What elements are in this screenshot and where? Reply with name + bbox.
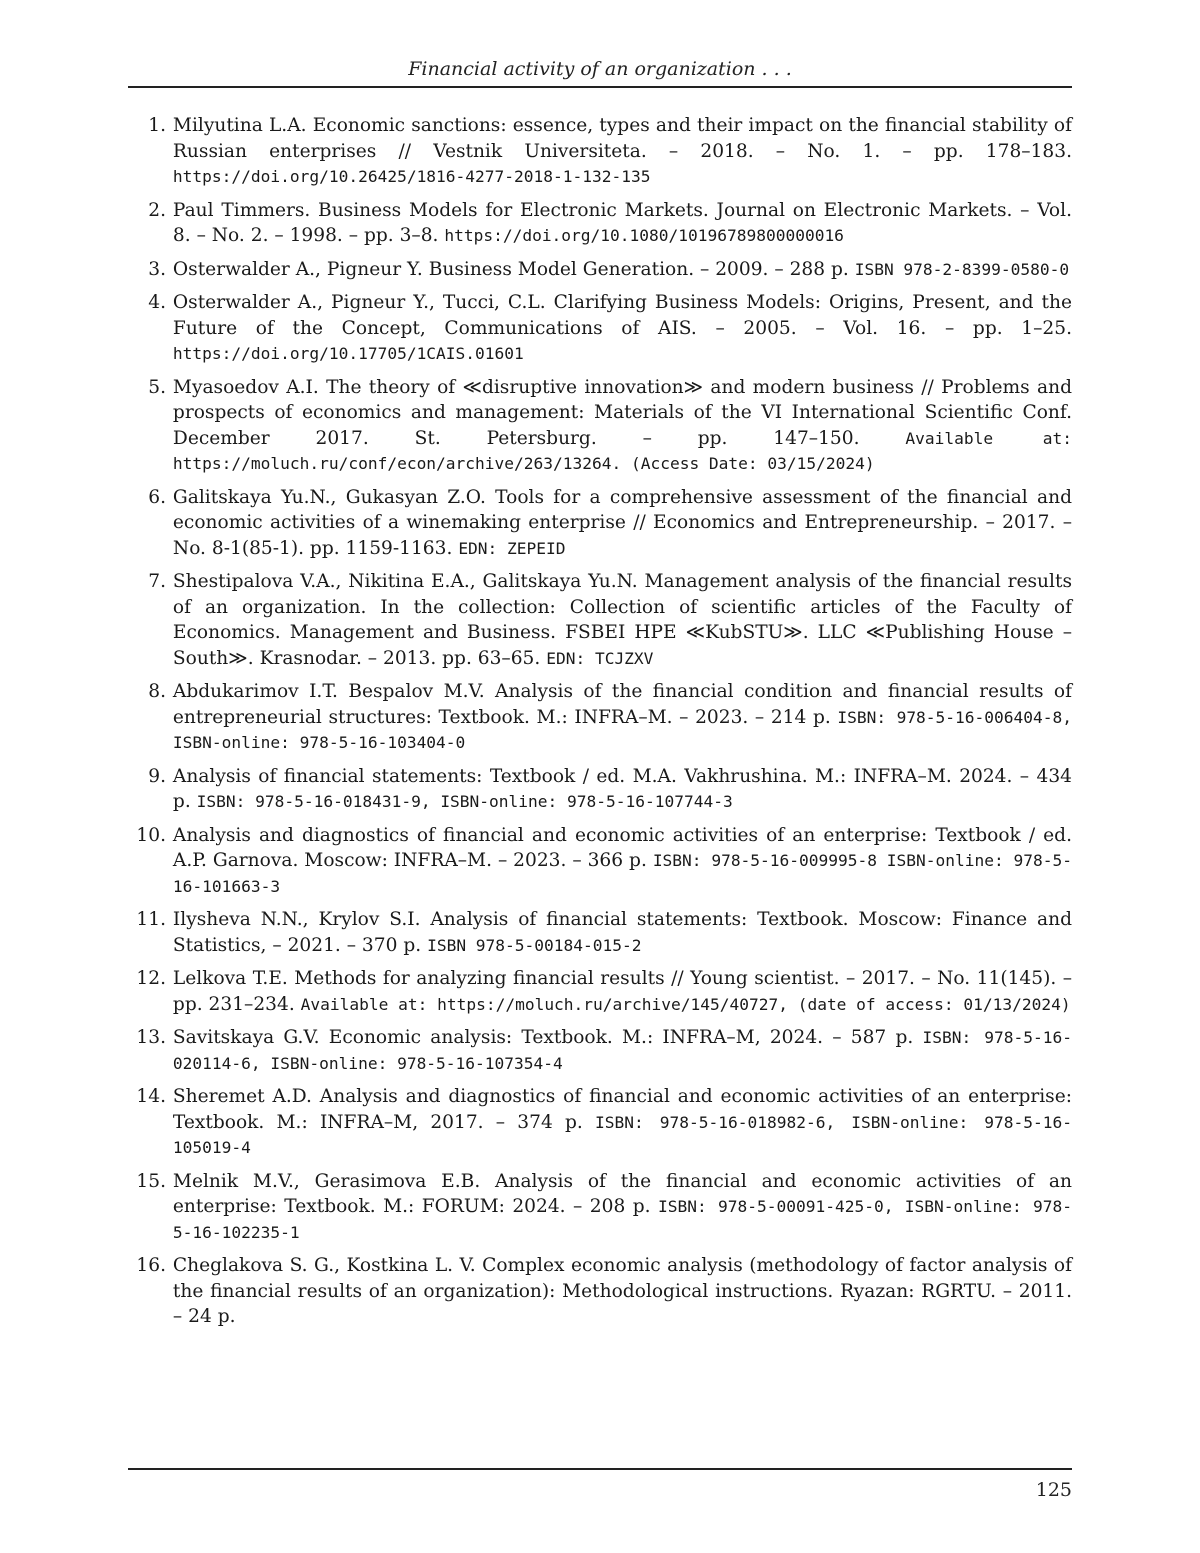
reference-item xyxy=(120,679,1072,756)
reference-identifier: Available at: https://moluch.ru/conf/econ/archive/263/13264. (Access Date: 03/15/2024) xyxy=(172,428,1072,473)
reference-item xyxy=(120,1169,1072,1246)
reference-identifier: https://doi.org/10.26425/1816-4277-2018-1-132-135 xyxy=(172,167,651,186)
reference-number: 15. xyxy=(136,1170,166,1192)
reference-item xyxy=(120,907,1072,958)
reference-text: Melnik M.V., Gerasimova E.B. Analysis of the financial and economic activities of an enterprise: Textbook. M.: FORUM: 2024. – 208 p. xyxy=(172,1170,1072,1217)
reference-number: 6. xyxy=(148,486,166,508)
reference-body xyxy=(172,1169,1072,1246)
reference-identifier: ISBN: 978-5-16-018982-6, ISBN-online: 978-5-16-105019-4 xyxy=(172,1112,1072,1157)
reference-body xyxy=(172,257,1072,283)
reference-body xyxy=(172,569,1072,671)
reference-text: Abdukarimov I.T. Bespalov M.V. Analysis of the financial condition and financial results of entrepreneurial structures: Textbook. M.: INFRA–M. – 2023. – 214 p. xyxy=(172,681,1072,728)
reference-text: Milyutina L.A. Economic sanctions: essence, types and their impact on the financial stability of Russian enterprises // Vestnik Universiteta. – 2018. – No. 1. – pp. 178–183. xyxy=(172,115,1072,162)
header-rule xyxy=(128,86,1072,88)
reference-item xyxy=(120,1025,1072,1076)
reference-body xyxy=(172,823,1072,900)
reference-number: 12. xyxy=(136,968,166,989)
reference-identifier: https://doi.org/10.17705/1CAIS.01601 xyxy=(172,344,524,363)
reference-identifier: https://doi.org/10.1080/10196789800000016 xyxy=(444,226,844,245)
reference-body xyxy=(172,485,1072,562)
reference-item xyxy=(120,823,1072,900)
reference-text: Osterwalder A., Pigneur Y., Tucci, C.L. Clarifying Business Models: Origins, Present, and the Future of the Concept, Communications of AIS. – 2005. – Vol. 16. – pp. 1–25. xyxy=(172,292,1072,339)
page-number: 125 xyxy=(1035,1479,1072,1501)
reference-text: Analysis of financial statements: Textbook / ed. M.A. Vakhrushina. M.: INFRA–M. 2024. – 434 p. xyxy=(172,765,1072,812)
reference-body xyxy=(172,679,1072,756)
reference-number: 13. xyxy=(136,1027,166,1048)
reference-text: Myasoedov A.I. The theory of ≪disruptive innovation≫ and modern business // Problems and prospects of economics and management: Materials of the VI International Scientific Conf. December 2017. St. Petersburg. – pp. 147–150. xyxy=(172,376,1072,449)
reference-body xyxy=(172,113,1072,190)
reference-identifier: ISBN: 978-5-00091-425-0, ISBN-online: 978-5-16-102235-1 xyxy=(172,1197,1072,1242)
reference-body xyxy=(172,198,1072,249)
reference-number: 11. xyxy=(136,909,166,930)
reference-item xyxy=(120,485,1072,562)
reference-body xyxy=(172,290,1072,367)
reference-number: 3. xyxy=(148,258,166,280)
reference-identifier: ISBN 978-5-00184-015-2 xyxy=(427,935,642,955)
running-head: Financial activity of an organization . . . xyxy=(408,58,792,80)
reference-text: Ilysheva N.N., Krylov S.I. Analysis of financial statements: Textbook. Moscow: Finance and Statistics, – 2021. – 370 p. xyxy=(172,909,1072,956)
reference-item xyxy=(120,764,1072,815)
reference-number: 5. xyxy=(148,376,166,398)
reference-body xyxy=(172,907,1072,958)
reference-text: Analysis and diagnostics of financial and economic activities of an enterprise: Textbook / ed. A.P. Garnova. Moscow: INFRA–M. – 2023. – 366 p. xyxy=(172,824,1072,871)
reference-identifier: ISBN: 978-5-16-009995-8 ISBN-online: 978-5-16-101663-3 xyxy=(172,851,1072,896)
reference-number: 14. xyxy=(136,1086,166,1107)
reference-number: 10. xyxy=(136,824,166,846)
reference-text: Galitskaya Yu.N., Gukasyan Z.O. Tools for a comprehensive assessment of the financial and economic activities of a winemaking enterprise // Economics and Entrepreneurship. – 2017. – No. 8-1(85-1). pp. 1159-1163. xyxy=(172,486,1072,559)
reference-number: 16. xyxy=(136,1255,166,1276)
reference-identifier: Available at: https://moluch.ru/archive/145/40727, (date of access: 01/13/2024) xyxy=(300,994,1071,1014)
reference-text: Savitskaya G.V. Economic analysis: Textbook. M.: INFRA–M, 2024. – 587 p. xyxy=(172,1027,914,1048)
reference-text: Paul Timmers. Business Models for Electronic Markets. Journal on Electronic Markets. – Vol. 8. – No. 2. – 1998. – pp. 3–8. xyxy=(172,199,1072,246)
reference-item xyxy=(120,113,1072,190)
reference-identifier: ISBN: 978-5-16-006404-8, ISBN-online: 978-5-16-103404-0 xyxy=(172,707,1072,752)
reference-text: Osterwalder A., Pigneur Y. Business Model Generation. – 2009. – 288 p. xyxy=(172,258,849,280)
reference-text: Cheglakova S. G., Kostkina L. V. Complex economic analysis (methodology of factor analysis of the financial results of an organization): Methodological instructions. Ryazan: RGRTU. – 2011. – 24 p. xyxy=(172,1255,1072,1327)
reference-item xyxy=(120,569,1072,671)
reference-text: Sheremet A.D. Analysis and diagnostics of financial and economic activities of an enterprise: Textbook. M.: INFRA–M, 2017. – 374 p. xyxy=(172,1086,1072,1133)
reference-item xyxy=(120,1084,1072,1161)
reference-identifier: EDN: TCJZXV xyxy=(546,648,654,668)
reference-item xyxy=(120,966,1072,1017)
reference-body xyxy=(172,966,1072,1017)
reference-number: 1. xyxy=(148,115,166,136)
reference-identifier: ISBN 978-2-8399-0580-0 xyxy=(854,259,1070,279)
reference-body xyxy=(172,1253,1072,1330)
reference-number: 2. xyxy=(148,199,166,221)
reference-body xyxy=(172,764,1072,815)
reference-body xyxy=(172,1084,1072,1161)
reference-identifier: EDN: ZEPEID xyxy=(458,538,566,558)
reference-identifier: ISBN: 978-5-16-018431-9, ISBN-online: 978-5-16-107744-3 xyxy=(196,792,733,811)
reference-item xyxy=(120,198,1072,249)
reference-item xyxy=(120,257,1072,283)
reference-identifier: ISBN: 978-5-16-020114-6, ISBN-online: 978-5-16-107354-4 xyxy=(172,1028,1072,1073)
reference-text: Shestipalova V.A., Nikitina E.A., Galitskaya Yu.N. Management analysis of the financial results of an organization. In the collection: Collection of scientific articles of the Faculty of Economics. Management and Business. FSBEI HPE ≪KubSTU≫. LLC ≪Publishing House – South≫. Krasnodar. – 2013. pp. 63–65. xyxy=(172,571,1072,669)
reference-number: 4. xyxy=(148,292,166,313)
footer-rule xyxy=(128,1468,1072,1470)
reference-number: 8. xyxy=(148,681,166,702)
reference-item xyxy=(120,290,1072,367)
reference-item xyxy=(120,375,1072,477)
reference-number: 9. xyxy=(148,765,166,787)
reference-text: Lelkova T.E. Methods for analyzing financial results // Young scientist. – 2017. – No. 11(145). – pp. 231–234. xyxy=(172,968,1072,1015)
reference-body xyxy=(172,1025,1072,1076)
reference-list xyxy=(120,113,1072,1338)
reference-number: 7. xyxy=(148,571,166,592)
reference-body xyxy=(172,375,1072,477)
reference-item xyxy=(120,1253,1072,1330)
